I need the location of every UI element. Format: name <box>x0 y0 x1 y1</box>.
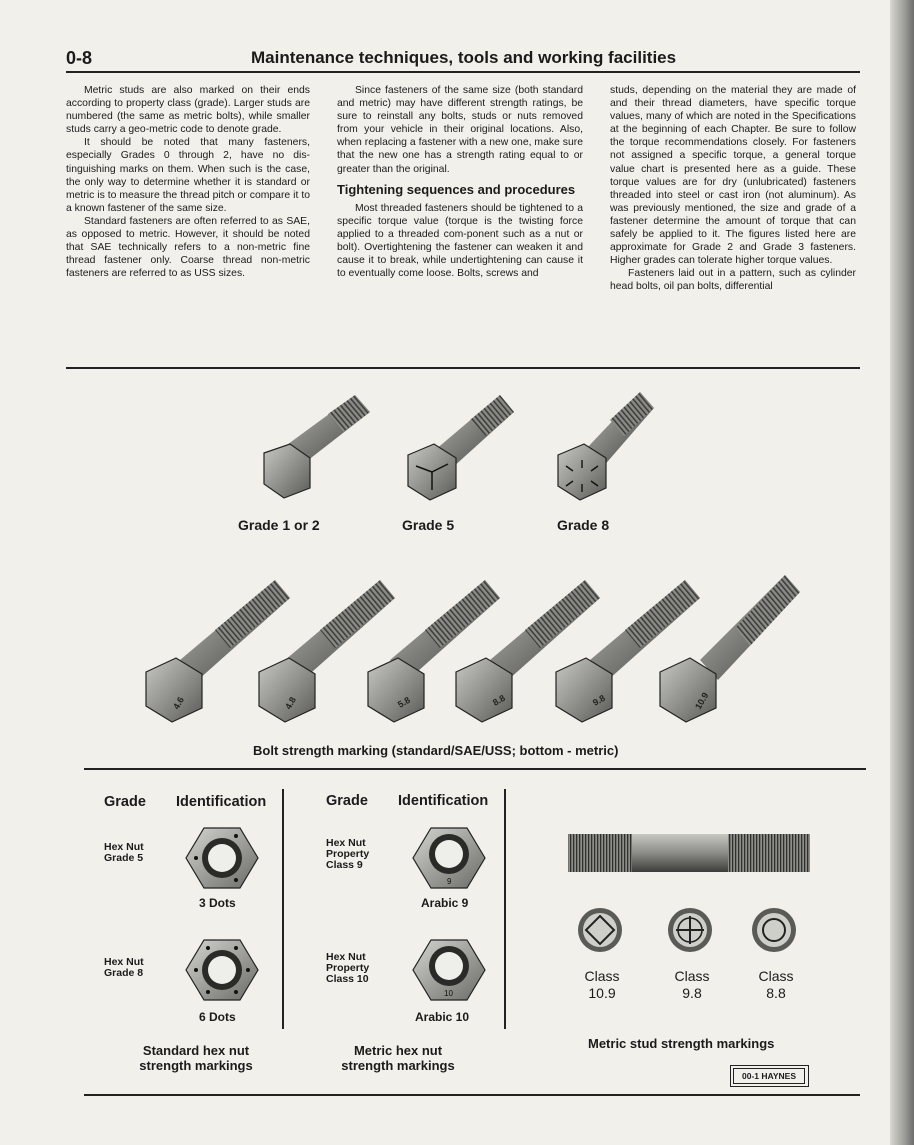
table-divider <box>282 789 284 1029</box>
paragraph: Most threaded fasteners should be tightened to a specific torque value (torque is the twisting force applied to a threaded com-ponent such as a nut or bolt). Overtightening the fastener can weaken it and cause it to break, while undertightening can cause it to eventually come loose. Bolts, screws and <box>337 202 583 280</box>
header-rule <box>66 71 860 73</box>
metric-mark-label: 4.6 <box>171 695 186 711</box>
paragraph: Since fasteners of the same size (both standard and metric) may have different strength ratings, be sure to reinstall any bolts, studs or nuts removed from your vehicle in their original locations. Also, when replacing a fastener with a new one, make sure that the new one has a strength rating equal to or greater than the original. <box>337 85 583 175</box>
grade-label: Grade 1 or 2 <box>238 517 320 533</box>
page-number: 0-8 <box>66 48 93 68</box>
figure-caption: Metric hex nut strength markings <box>341 1043 455 1073</box>
stud-end-class-10-9 <box>578 908 622 952</box>
section-heading: Tightening sequences and procedures <box>337 181 576 197</box>
bolt-grade-1-2 <box>264 395 370 498</box>
nut-mark: 9 <box>447 877 452 886</box>
metric-mark-label: 4.8 <box>283 695 298 711</box>
nut-mark: 10 <box>444 989 453 998</box>
metric-bolt-illustrations <box>140 560 770 740</box>
column-header-grade: Grade <box>104 794 146 810</box>
figure-caption: Metric stud strength markings <box>588 1036 775 1051</box>
metric-stud-illustration <box>564 820 814 960</box>
grade-label: Grade 8 <box>557 517 610 533</box>
stud-class-label: Class 9.8 <box>674 968 710 1001</box>
footer-rule <box>84 1094 860 1096</box>
figure-top-rule <box>66 367 860 369</box>
nut-id-label: Arabic 10 <box>415 1010 470 1024</box>
nut-grade-label: Hex Nut Property Class 9 <box>326 837 370 871</box>
column-header-identification: Identification <box>398 793 489 809</box>
figure-bottom-rule <box>84 768 866 770</box>
table-divider <box>504 789 506 1029</box>
figure-caption: Standard hex nut strength markings <box>139 1043 253 1073</box>
text-column-3 <box>610 84 856 294</box>
nut-grade-label: Hex Nut Grade 8 <box>104 956 144 979</box>
metric-mark-label: 10.9 <box>693 690 711 711</box>
paragraph: studs, depending on the material they are made of and their thread diameters, have specific torque values, many of which are noted in the Specifications at the beginning of each Chapter. Be sure to follow the torque recommendations closely. For fasteners not assigned a specific torque, a general torque value chart is presented here as a guide. These torque values are for dry (unlubricated) fasteners threaded into steel or cast iron (not aluminum). As was previously mentioned, the size and grade of a fastener determine the amount of torque that can safely be applied to it. The figures listed here are approximate for Grade 2 and Grade 3 fasteners. Higher grades can tolerate higher torque values. <box>610 85 856 267</box>
stud-class-label: Class 10.9 <box>584 968 620 1001</box>
nut-id-label: 3 Dots <box>199 896 236 910</box>
nut-grade-label: Hex Nut Property Class 10 <box>326 951 370 985</box>
hex-nut-class-9 <box>413 828 485 888</box>
column-header-identification: Identification <box>176 794 267 810</box>
figure-id-badge: 00-1 HAYNES <box>733 1068 805 1084</box>
paragraph: Fasteners laid out in a pattern, such as cylinder head bolts, oil pan bolts, differential <box>610 268 856 293</box>
hex-nut-grade-5 <box>186 828 258 888</box>
stud-end-class-8-8 <box>752 908 796 952</box>
bolt-grade-8 <box>558 392 654 500</box>
column-header-grade: Grade <box>326 793 368 809</box>
paragraph: Standard fasteners are often referred to as SAE, as opposed to metric. However, it should be noted that SAE technically refers to a non-metric fine thread fastener only. Coarse thread non-metric fasteners are referred to as USS sizes. <box>66 215 310 280</box>
paragraph: Metric studs are also marked on their ends according to property class (grade). Larger studs are numbered (the same as metric bolts), while smaller studs carry a geo-metric code to denote grade. <box>66 85 310 136</box>
paragraph: It should be noted that many fasteners, especially Grades 0 through 2, have no dis-tinguishing marks on them. When such is the case, the only way to determine whether it is standard or metric is to measure the thread pitch or compare it to a known fastener of the same size. <box>66 137 310 214</box>
text-column-2 <box>337 84 583 280</box>
metric-nut-illustrations <box>411 822 491 1022</box>
figure-caption: Bolt strength marking (standard/SAE/USS; bottom - metric) <box>253 743 619 758</box>
metric-mark-label: 5.8 <box>396 694 412 710</box>
page-title: Maintenance techniques, tools and working facilities <box>251 48 677 67</box>
nut-id-label: 6 Dots <box>199 1010 236 1024</box>
standard-nut-illustrations <box>184 822 264 1022</box>
book-spine-shadow <box>890 0 914 1145</box>
text-column-1 <box>66 84 310 280</box>
metric-mark-label: 8.8 <box>491 692 507 708</box>
hex-nut-grade-8 <box>186 940 258 1000</box>
bolt-grade-5 <box>408 395 514 500</box>
nut-grade-label: Hex Nut Grade 5 <box>104 841 144 864</box>
metric-mark-label: 9.8 <box>591 692 607 708</box>
stud-class-label: Class 8.8 <box>758 968 794 1001</box>
nut-id-label: Arabic 9 <box>421 896 469 910</box>
grade-label: Grade 5 <box>402 517 455 533</box>
stud-end-class-9-8 <box>668 908 712 952</box>
hex-nut-class-10 <box>413 940 485 1000</box>
sae-bolt-illustrations <box>240 380 660 520</box>
